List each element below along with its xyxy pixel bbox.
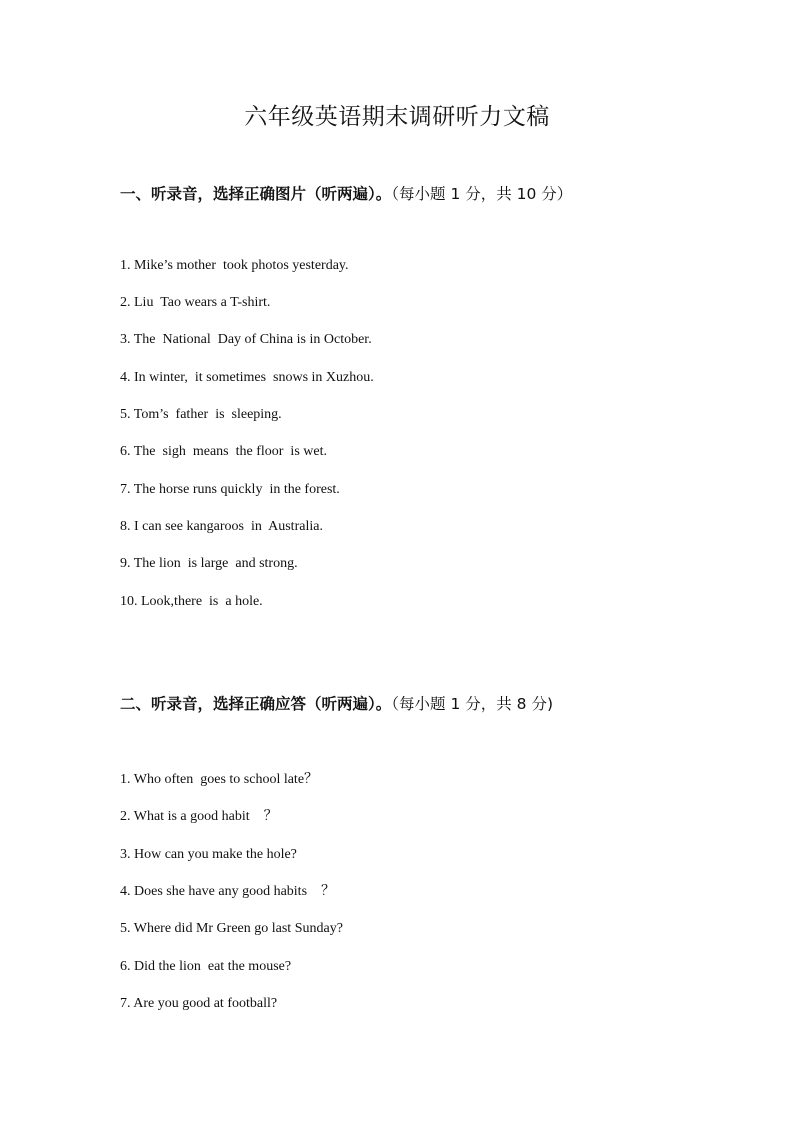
section-2-score-note: （每小题 1 分，共 8 分) <box>391 695 553 713</box>
document-title: 六年级英语期末调研听力文稿 <box>244 104 550 130</box>
section-2-item-7: 7. Are you good at football? <box>120 996 278 1011</box>
section-1-item-6: 6. The sigh means the floor is wet. <box>120 444 327 459</box>
section-2-item-4: 4. Does she have any good habits ？ <box>120 884 336 899</box>
section-1-item-1: 1. Mike’s mother took photos yesterday. <box>120 258 349 273</box>
section-1-item-8: 8. I can see kangaroos in Australia. <box>120 519 323 534</box>
section-1-item-4: 4. In winter, it sometimes snows in Xuzhou. <box>120 370 374 385</box>
section-2-heading-text: 二、听录音，选择正确应答（听两遍）。 <box>120 695 392 713</box>
section-2-item-3: 3. How can you make the hole? <box>120 847 297 862</box>
section-1-item-7: 7. The horse runs quickly in the forest. <box>120 482 340 497</box>
section-1-item-10: 10. Look,there is a hole. <box>120 594 263 609</box>
section-1-item-5: 5. Tom’s father is sleeping. <box>120 407 282 422</box>
section-2-heading <box>120 693 553 715</box>
section-1-score-note: （每小题 1 分，共 10 分） <box>391 185 573 203</box>
section-2-item-2: 2. What is a good habit ？ <box>120 809 278 824</box>
section-1-heading-text: 一、听录音，选择正确图片（听两遍）。 <box>120 185 392 203</box>
section-1-item-9: 9. The lion is large and strong. <box>120 556 298 571</box>
section-1-item-2: 2. Liu Tao wears a T-shirt. <box>120 295 271 310</box>
section-1-heading <box>120 183 572 205</box>
section-2-item-6: 6. Did the lion eat the mouse? <box>120 959 292 974</box>
section-2-item-1: 1. Who often goes to school late？ <box>120 772 319 787</box>
section-2-item-5: 5. Where did Mr Green go last Sunday? <box>120 921 343 936</box>
section-1-item-3: 3. The National Day of China is in October. <box>120 332 372 347</box>
